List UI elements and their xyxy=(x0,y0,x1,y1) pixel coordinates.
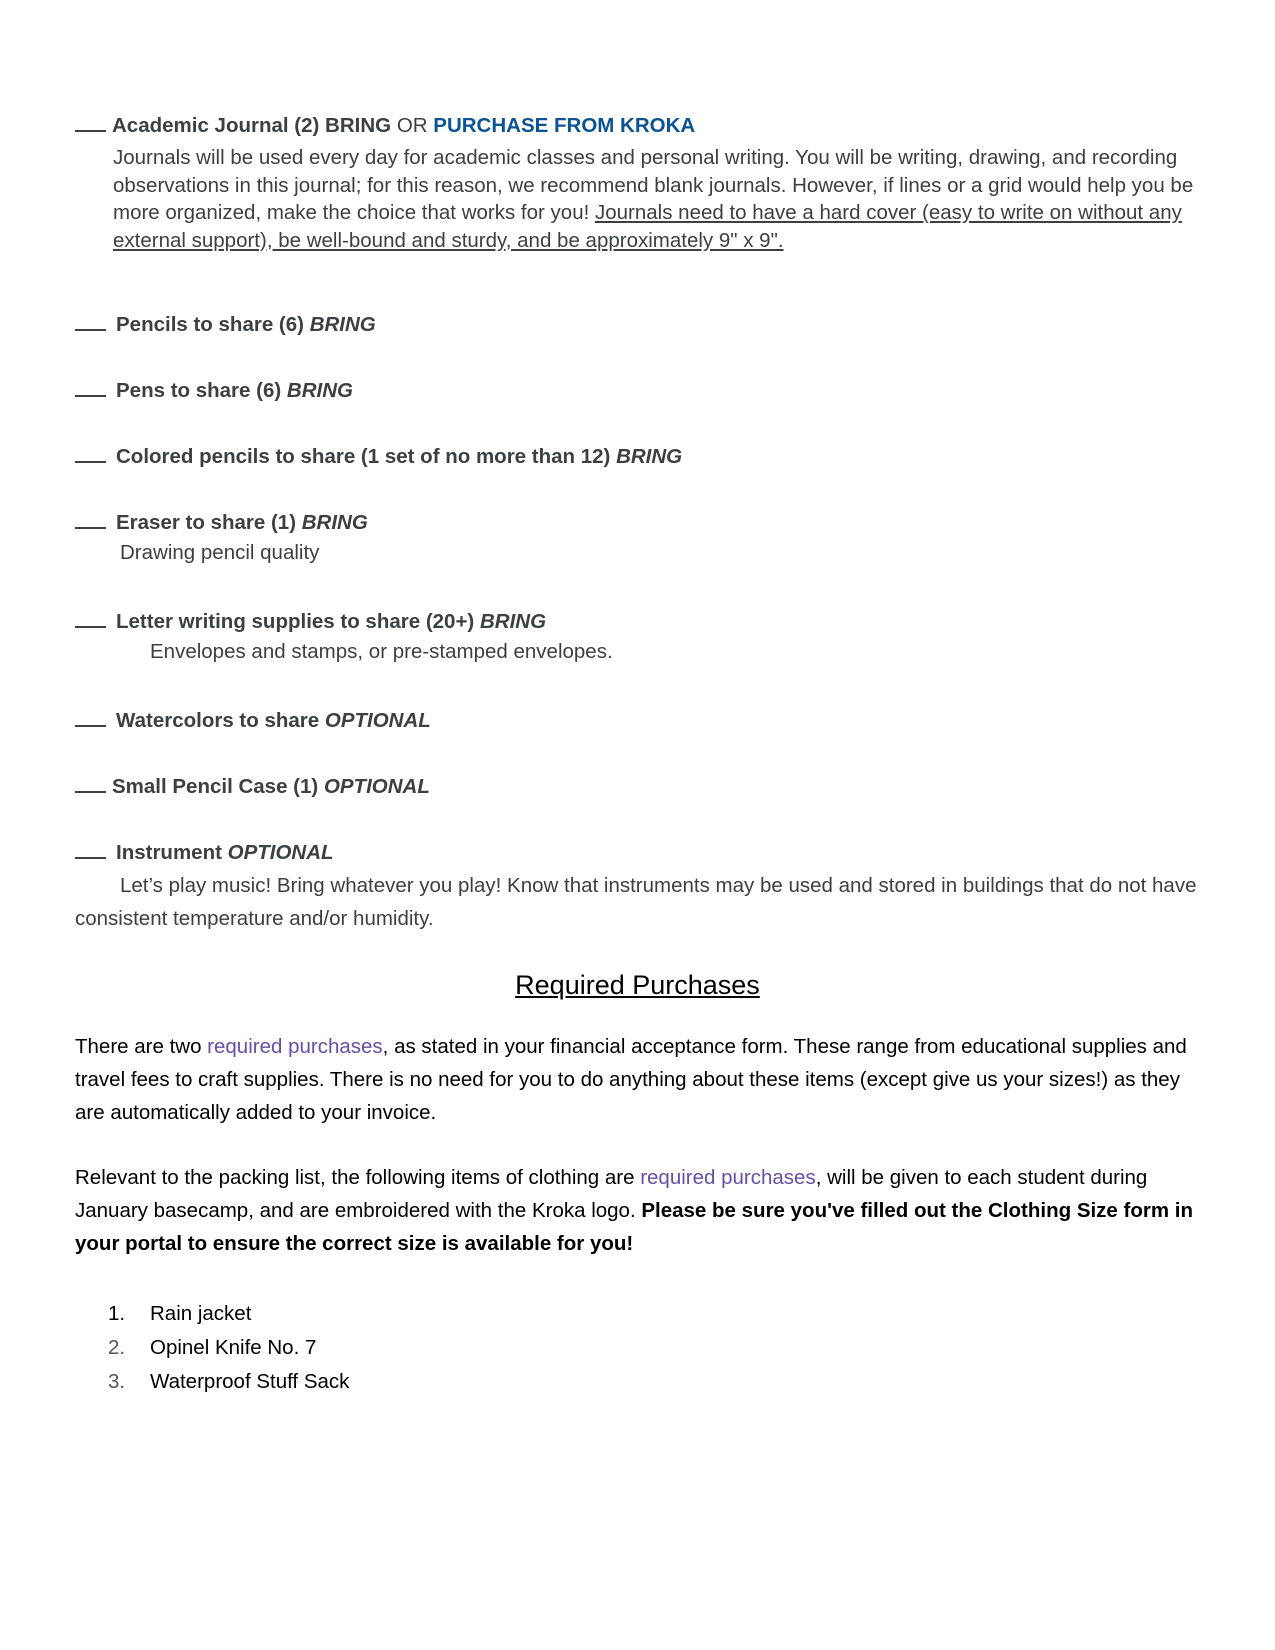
item-tag: BRING xyxy=(286,379,353,402)
item-description: Let’s play music! Bring whatever you play! Know that instruments may be used and stored in buildings that do not have consistent temperature and/or humidity. xyxy=(75,874,1197,930)
list-item xyxy=(108,1297,349,1331)
checklist-item-pencil-case xyxy=(75,771,430,801)
required-purchases-link[interactable]: required purchases xyxy=(640,1166,816,1189)
para-text: , as stated in your financial acceptance form. These range from educational supplies and travel fees to craft supplies. There is no need for you to do anything about these items (except give us your sizes!) as they are automatically added to your invoice. xyxy=(75,1035,1187,1124)
item-tag-purchase: PURCHASE FROM KROKA xyxy=(433,114,696,137)
para-text: Relevant to the packing list, the following items of clothing are xyxy=(75,1166,641,1189)
checkbox-blank[interactable] xyxy=(75,375,106,397)
checkbox-blank[interactable] xyxy=(75,309,106,331)
checklist-item-watercolors xyxy=(75,705,431,735)
item-name: Small Pencil Case (1) xyxy=(112,775,319,798)
item-tag: OPTIONAL xyxy=(323,775,430,798)
checklist-item-academic-journal xyxy=(75,110,695,140)
item-name: Academic Journal (2) xyxy=(112,114,320,137)
checkbox-blank[interactable] xyxy=(75,507,106,529)
required-purchases-link[interactable]: required purchases xyxy=(207,1035,383,1058)
item-description: Drawing pencil quality xyxy=(120,541,320,564)
list-number: 3. xyxy=(108,1370,126,1393)
description-text: Journals will be used every day for academic classes and personal writing. You will be writing, drawing, and recording observations in this journal; for this reason, we recommend blank journals. However, if lines or a grid would help you be more organized, make the choice that works for you! xyxy=(113,146,1194,224)
checklist-item-letter-writing xyxy=(75,606,546,636)
list-label: Opinel Knife No. 7 xyxy=(150,1336,317,1359)
paragraph-clothing xyxy=(75,1161,1195,1260)
item-connector: OR xyxy=(396,114,428,137)
required-items-list xyxy=(108,1297,349,1399)
para-text: There are two xyxy=(75,1035,208,1058)
item-name: Pens to share (6) xyxy=(116,379,282,402)
list-number: 2. xyxy=(108,1336,126,1359)
checkbox-blank[interactable] xyxy=(75,705,106,727)
para-text: , will be given to each student during January basecamp, and are embroidered with the Kroka logo. xyxy=(75,1166,1148,1222)
item-name: Instrument xyxy=(116,841,222,864)
item-name: Letter writing supplies to share (20+) xyxy=(116,610,475,633)
checklist-item-pencils xyxy=(75,309,376,339)
paragraph-intro xyxy=(75,1030,1195,1129)
item-description: Envelopes and stamps, or pre-stamped envelopes. xyxy=(150,640,613,663)
list-number: 1. xyxy=(108,1302,126,1325)
checkbox-blank[interactable] xyxy=(75,606,106,628)
checklist-item-colored-pencils xyxy=(75,441,682,471)
list-item xyxy=(108,1331,349,1365)
item-tag: BRING xyxy=(325,114,392,137)
section-heading xyxy=(0,970,1275,1001)
item-tag: BRING xyxy=(616,445,683,468)
description-underlined: Journals need to have a hard cover (easy to write on without any external support), be well-bound and sturdy, and be approximately 9" x 9". xyxy=(113,201,1182,252)
checkbox-blank[interactable] xyxy=(75,771,106,793)
checklist-item-pens xyxy=(75,375,353,405)
item-name: Pencils to share (6) xyxy=(116,313,304,336)
list-item xyxy=(108,1365,349,1399)
checkbox-blank[interactable] xyxy=(75,441,106,463)
item-tag: BRING xyxy=(479,610,547,633)
item-name: Eraser to share (1) xyxy=(116,511,297,534)
checklist-item-instrument xyxy=(75,837,334,867)
heading-text: Required Purchases xyxy=(515,970,760,1000)
item-tag: OPTIONAL xyxy=(324,709,431,732)
checklist-item-eraser xyxy=(75,507,368,537)
item-tag: BRING xyxy=(301,511,368,534)
checkbox-blank[interactable] xyxy=(75,837,106,859)
item-tag: BRING xyxy=(309,313,376,336)
para-bold-notice: Please be sure you've filled out the Clothing Size form in your portal to ensure the correct size is available for you! xyxy=(75,1199,1193,1255)
list-label: Rain jacket xyxy=(150,1302,252,1325)
item-name: Watercolors to share xyxy=(116,709,320,732)
item-description xyxy=(113,144,1208,254)
item-tag: OPTIONAL xyxy=(227,841,334,864)
list-label: Waterproof Stuff Sack xyxy=(150,1370,350,1393)
item-name: Colored pencils to share (1 set of no more than 12) xyxy=(116,445,611,468)
checkbox-blank[interactable] xyxy=(75,110,106,132)
